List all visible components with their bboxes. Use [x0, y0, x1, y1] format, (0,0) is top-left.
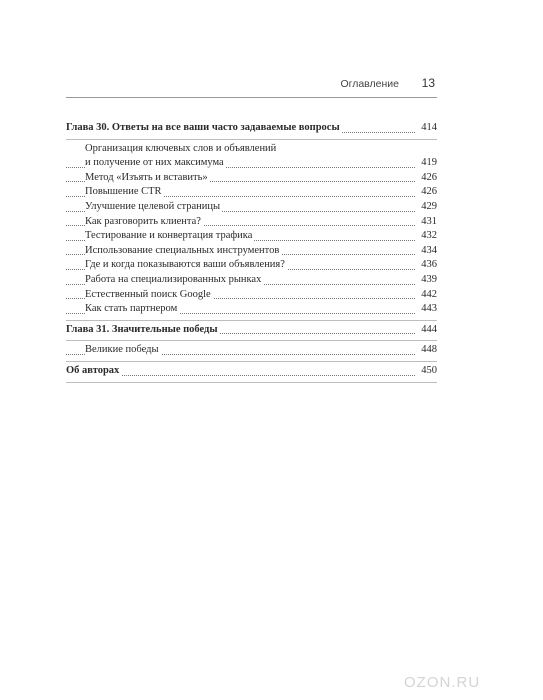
toc-entry-title: Глава 30. Ответы на все ваши часто задаваемые вопросы: [66, 121, 342, 136]
running-header: [66, 76, 437, 94]
toc-entry-title: Как стать партнером: [85, 302, 179, 317]
toc-entry-title-line1: Организация ключевых слов и объявлений: [85, 142, 277, 154]
toc-entry-title: Улучшение целевой страницы: [85, 200, 222, 215]
toc-entry: [66, 215, 437, 230]
toc-entry-title: Использование специальных инструментов: [85, 244, 281, 259]
toc-entry-page: 434: [419, 244, 437, 259]
toc-chapter-31: [66, 323, 437, 338]
watermark: OZON.RU: [404, 674, 481, 691]
header-rule: [66, 97, 437, 98]
toc-entry-title: Тестирование и конвертация трафика: [85, 229, 254, 244]
toc-entry: [66, 171, 437, 186]
toc-entry-page: 439: [419, 273, 437, 288]
page-number: 13: [421, 76, 435, 90]
toc-entry: [66, 343, 437, 358]
section-title: Оглавление: [340, 78, 399, 90]
chapter-separator: [66, 379, 437, 385]
toc-entry: [66, 244, 437, 259]
toc-entry: [66, 288, 437, 303]
toc-entry: [66, 156, 437, 171]
toc-entry-page: 432: [419, 229, 437, 244]
toc-chapter-30: [66, 121, 437, 136]
toc-entry-title: Как разговорить клиента?: [85, 215, 203, 230]
toc-entry-title: Великие победы: [85, 343, 161, 358]
toc-entry-title: Об авторах: [66, 364, 121, 379]
toc-entry: [66, 258, 437, 273]
toc-entry-title: Где и когда показываются ваши объявления?: [85, 258, 287, 273]
table-of-contents: [66, 121, 437, 385]
toc-entry-page: 450: [419, 364, 437, 379]
toc-entry-page: 443: [419, 302, 437, 317]
toc-entry-page: 414: [419, 121, 437, 136]
toc-entry-page: 442: [419, 288, 437, 303]
toc-entry-page: 426: [419, 185, 437, 200]
toc-entry-page: 431: [419, 215, 437, 230]
toc-entry-title: и получение от них максимума: [85, 156, 226, 171]
toc-entry-title: Естественный поиск Google: [85, 288, 213, 303]
toc-entry-page: 429: [419, 200, 437, 215]
toc-entry-title: Метод «Изъять и вставить»: [85, 171, 210, 186]
toc-entry-page: 436: [419, 258, 437, 273]
toc-entry-title: Глава 31. Значительные победы: [66, 323, 220, 338]
toc-entry-page: 419: [419, 156, 437, 171]
toc-entry-title: Работа на специализированных рынках: [85, 273, 263, 288]
toc-entry-page: 426: [419, 171, 437, 186]
toc-entry-line: [66, 142, 437, 157]
toc-entry: [66, 185, 437, 200]
toc-authors: [66, 364, 437, 379]
toc-entry: [66, 200, 437, 215]
toc-entry: [66, 229, 437, 244]
toc-entry: [66, 273, 437, 288]
toc-entry-page: 444: [419, 323, 437, 338]
toc-entry-title: Повышение CTR: [85, 185, 164, 200]
toc-entry-page: 448: [419, 343, 437, 358]
toc-entry: [66, 302, 437, 317]
